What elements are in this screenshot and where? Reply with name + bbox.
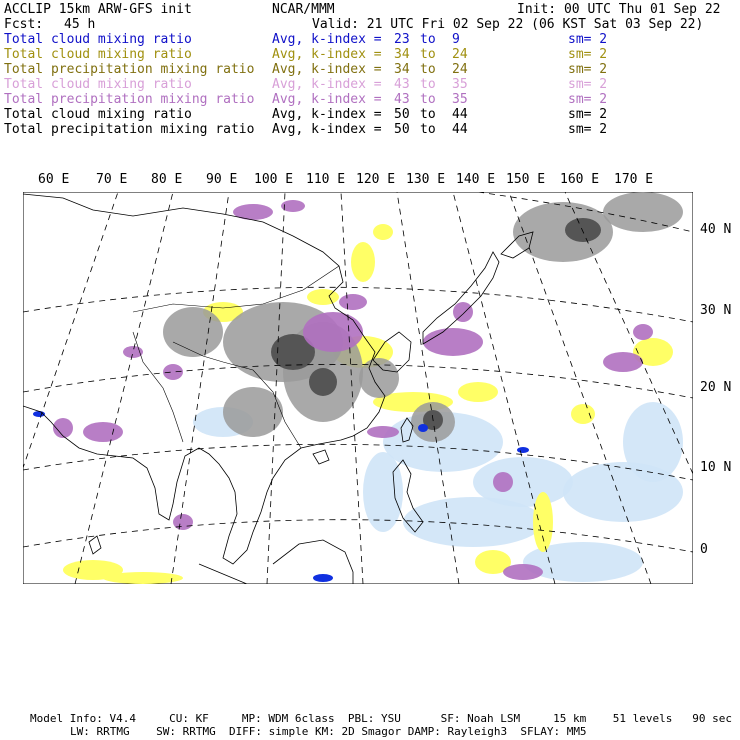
legend-avg-label: Avg, k-index = — [272, 47, 382, 62]
precip-region — [503, 564, 543, 580]
legend-k-to: 44 — [452, 107, 468, 122]
precip-region — [493, 472, 513, 492]
precip-region — [367, 426, 399, 438]
cloud-region-mid — [351, 242, 375, 282]
cloud-region-low — [313, 574, 333, 582]
forecast-label: Fcst: — [4, 17, 44, 32]
cloud-region-mid — [373, 224, 393, 240]
precip-region — [123, 346, 143, 358]
light-cloud-region — [623, 402, 683, 482]
footer-physics-info: LW: RRTMG SW: RRTMG DIFF: simple KM: 2D Smagor DAMP: Rayleigh3 SFLAY: MM5 — [70, 725, 587, 738]
legend-to: to — [420, 107, 436, 122]
legend-series-name: Total precipitation mixing ratio — [4, 122, 255, 137]
cloud-region-high — [359, 358, 399, 398]
legend-smoothing: sm= 2 — [568, 47, 608, 62]
legend-series-name: Total cloud mixing ratio — [4, 107, 192, 122]
forecast-hour: 45 h — [64, 17, 96, 32]
longitude-label: 120 E — [356, 172, 396, 187]
legend-k-from: 43 — [394, 77, 410, 92]
cloud-region-mid — [458, 382, 498, 402]
longitude-label: 80 E — [151, 172, 183, 187]
light-cloud-region — [403, 497, 543, 547]
legend-series-name: Total cloud mixing ratio — [4, 32, 192, 47]
center-label: NCAR/MMM — [272, 2, 335, 17]
model-title: ACCLIP 15km ARW-GFS init — [4, 2, 192, 17]
legend-k-to: 9 — [452, 32, 460, 47]
cloud-region-high — [603, 192, 683, 232]
latitude-label: 40 N — [700, 222, 732, 237]
legend-k-to: 24 — [452, 47, 468, 62]
legend-smoothing: sm= 2 — [568, 107, 608, 122]
longitude-label: 90 E — [206, 172, 238, 187]
legend-k-from: 50 — [394, 122, 410, 137]
legend-to: to — [420, 92, 436, 107]
legend-k-from: 43 — [394, 92, 410, 107]
legend-to: to — [420, 62, 436, 77]
longitude-label: 160 E — [560, 172, 600, 187]
longitude-label: 100 E — [254, 172, 294, 187]
legend-avg-label: Avg, k-index = — [272, 122, 382, 137]
legend-series-name: Total precipitation mixing ratio — [4, 92, 255, 107]
legend-to: to — [420, 77, 436, 92]
longitude-label: 130 E — [406, 172, 446, 187]
init-time: Init: 00 UTC Thu 01 Sep 22 — [517, 2, 721, 17]
legend-avg-label: Avg, k-index = — [272, 62, 382, 77]
precip-region — [173, 514, 193, 530]
precip-region — [83, 422, 123, 442]
legend-avg-label: Avg, k-index = — [272, 32, 382, 47]
precip-region — [339, 294, 367, 310]
precip-region — [603, 352, 643, 372]
legend-k-from: 50 — [394, 107, 410, 122]
cloud-core — [565, 218, 601, 242]
latitude-label: 20 N — [700, 380, 732, 395]
legend-k-to: 35 — [452, 92, 468, 107]
longitude-label: 110 E — [306, 172, 346, 187]
legend-to: to — [420, 32, 436, 47]
legend-avg-label: Avg, k-index = — [272, 107, 382, 122]
cloud-region-high — [163, 307, 223, 357]
legend-k-to: 44 — [452, 122, 468, 137]
legend-smoothing: sm= 2 — [568, 122, 608, 137]
precip-region — [303, 312, 363, 352]
legend-series-name: Total cloud mixing ratio — [4, 47, 192, 62]
longitude-label: 150 E — [506, 172, 546, 187]
latitude-label: 30 N — [700, 303, 732, 318]
cloud-region-low — [517, 447, 529, 453]
latitude-label: 0 — [700, 542, 708, 557]
legend-avg-label: Avg, k-index = — [272, 77, 382, 92]
cloud-region-mid — [533, 492, 553, 552]
footer-model-info: Model Info: V4.4 CU: KF MP: WDM 6class PBL: YSU SF: Noah LSM 15 km 51 levels 90 sec — [30, 712, 732, 725]
legend-k-from: 34 — [394, 62, 410, 77]
precip-region — [423, 328, 483, 356]
cloud-region-mid — [307, 289, 339, 305]
precip-region — [633, 324, 653, 340]
legend-smoothing: sm= 2 — [568, 32, 608, 47]
legend-smoothing: sm= 2 — [568, 77, 608, 92]
legend-smoothing: sm= 2 — [568, 92, 608, 107]
legend-series-name: Total precipitation mixing ratio — [4, 62, 255, 77]
cloud-region-low — [418, 424, 428, 432]
legend-k-from: 34 — [394, 47, 410, 62]
cloud-region-mid — [571, 404, 595, 424]
longitude-label: 60 E — [38, 172, 70, 187]
precip-region — [163, 364, 183, 380]
longitude-label: 70 E — [96, 172, 128, 187]
legend-k-from: 23 — [394, 32, 410, 47]
longitude-label: 170 E — [614, 172, 654, 187]
valid-time: Valid: 21 UTC Fri 02 Sep 22 (06 KST Sat 03 Sep 22) — [312, 17, 704, 32]
cloud-core — [309, 368, 337, 396]
map-plot — [23, 192, 693, 584]
legend-to: to — [420, 122, 436, 137]
light-cloud-region — [363, 452, 403, 532]
legend-k-to: 24 — [452, 62, 468, 77]
longitude-label: 140 E — [456, 172, 496, 187]
legend-k-to: 35 — [452, 77, 468, 92]
precip-region — [453, 302, 473, 322]
latitude-label: 10 N — [700, 460, 732, 475]
legend-to: to — [420, 47, 436, 62]
legend-avg-label: Avg, k-index = — [272, 92, 382, 107]
legend-smoothing: sm= 2 — [568, 62, 608, 77]
legend-series-name: Total cloud mixing ratio — [4, 77, 192, 92]
